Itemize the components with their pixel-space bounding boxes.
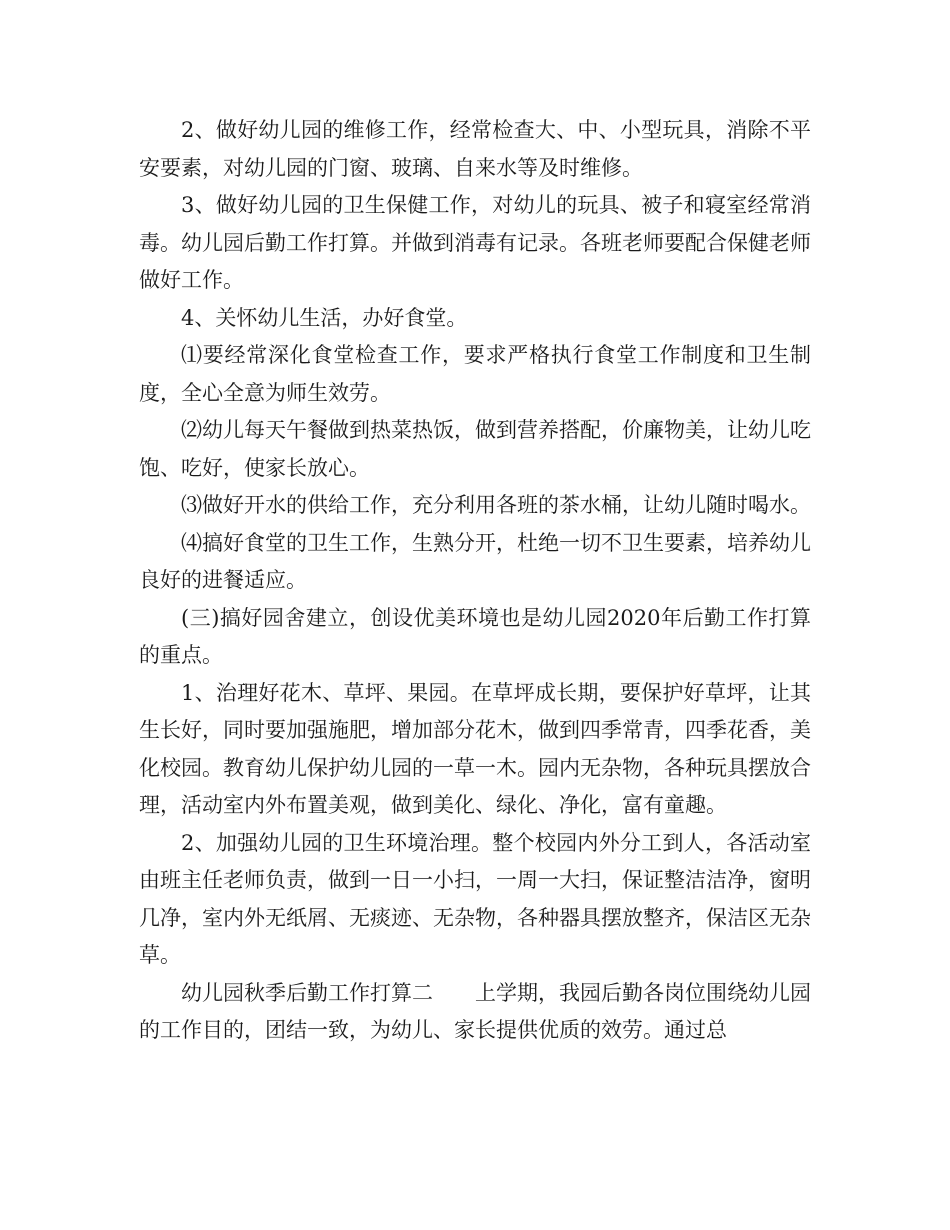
paragraph-autumn-plan: 幼儿园秋季后勤工作打算二 上学期，我园后勤各岗位围绕幼儿园的工作目的，团结一致，为幼儿、家长提供优质的效劳。通过总 [139,980,811,1042]
paragraph-maintenance: 2、做好幼儿园的维修工作，经常检查大、中、小型玩具，消除不平安要素，对幼儿园的门窗、玻璃、自来水等及时维修。 [139,118,811,180]
document-body [139,112,811,1050]
paragraph-lunch: ⑵幼儿每天午餐做到热菜热饭，做到营养搭配，价廉物美，让幼儿吃饱、吃好，使家长放心。 [139,418,811,480]
paragraph-canteen: 4、关怀幼儿生活，办好食堂。 [181,305,468,330]
paragraph-health-care: 3、做好幼儿园的卫生保健工作，对幼儿的玩具、被子和寝室经常消毒。幼儿园后勤工作打算。并做到消毒有记录。各班老师要配合保健老师做好工作。 [139,193,811,292]
paragraph-canteen-hygiene: ⑷搞好食堂的卫生工作，生熟分开，杜绝一切不卫生要素，培养幼儿良好的进餐适应。 [139,530,811,592]
paragraph-greenery: 1、治理好花木、草坪、果园。在草坪成长期，要保护好草坪，让其生长好，同时要加强施肥，增加部分花木，做到四季常青，四季花香，美化校园。教育幼儿保护幼儿园的一草一木。园内无杂物，各种玩具摆放合理，活动室内外布置美观，做到美化、绿化、净化，富有童趣。 [139,680,811,817]
paragraph-section-three: (三)搞好园舍建立，创设优美环境也是幼儿园2020年后勤工作打算的重点。 [139,605,811,667]
paragraph-water-supply: ⑶做好开水的供给工作，充分利用各班的茶水桶，让幼儿随时喝水。 [181,493,811,517]
paragraph-canteen-inspection: ⑴要经常深化食堂检查工作，要求严格执行食堂工作制度和卫生制度，全心全意为师生效劳。 [139,343,811,405]
paragraph-sanitation: 2、加强幼儿园的卫生环境治理。整个校园内外分工到人，各活动室由班主任老师负责，做到一日一小扫，一周一大扫，保证整洁洁净，窗明几净，室内外无纸屑、无痰迹、无杂物，各种器具摆放整齐，保洁区无杂草。 [139,830,811,967]
